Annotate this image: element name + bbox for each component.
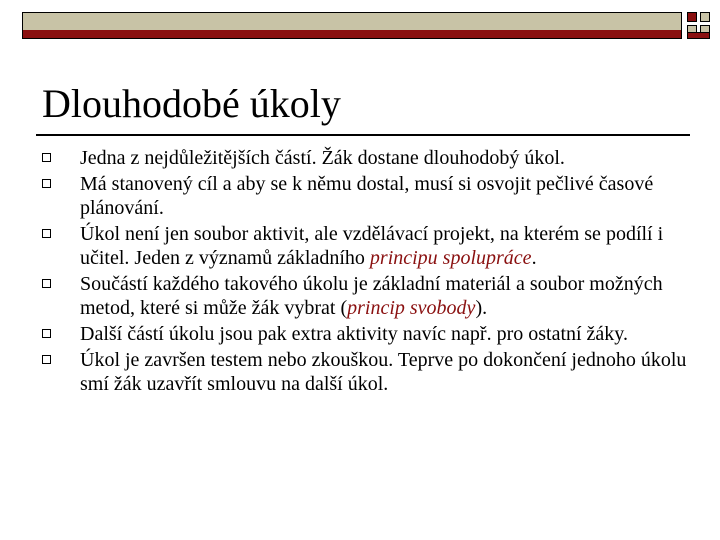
title-underline <box>36 134 690 136</box>
corner-square <box>687 12 697 22</box>
square-bullet-icon <box>42 329 51 338</box>
square-bullet-icon <box>42 355 51 364</box>
bullet-item <box>42 172 702 220</box>
emphasis-link: principu spolupráce <box>369 247 532 269</box>
bullet-item <box>42 322 702 346</box>
bullet-text: Úkol není jen soubor aktivit, ale vzdělávací projekt, na kterém se podílí i učitel. Jeden z významů základního <box>80 223 664 269</box>
square-bullet-icon <box>42 153 51 162</box>
corner-square <box>700 12 710 22</box>
emphasis-link: princip svobody <box>347 297 476 319</box>
bullet-text-tail: ). <box>475 297 488 319</box>
bullet-item <box>42 348 702 396</box>
square-bullet-icon <box>42 279 51 288</box>
bullet-text: Má stanovený cíl a aby se k němu dostal, musí si osvojit pečlivé časové plánování. <box>80 173 654 219</box>
slide-title: Dlouhodobé úkoly <box>42 81 341 126</box>
square-bullet-icon <box>42 179 51 188</box>
bullet-item <box>42 146 702 170</box>
square-bullet-icon <box>42 229 51 238</box>
bullet-item <box>42 272 702 320</box>
header-stripe <box>23 30 681 38</box>
bullet-text: Další částí úkolu jsou pak extra aktivity navíc např. pro ostatní žáky. <box>80 323 629 345</box>
bullet-text: Součástí každého takového úkolu je základní materiál a soubor možných metod, které si může žák vybrat ( <box>80 273 663 319</box>
corner-bar <box>687 32 710 39</box>
bullet-text: Úkol je završen testem nebo zkouškou. Teprve po dokončení jednoho úkolu smí žák uzavřít smlouvu na další úkol. <box>80 349 687 395</box>
bullet-list <box>42 146 702 398</box>
header-band <box>22 12 682 39</box>
bullet-item <box>42 222 702 270</box>
bullet-text-tail: . <box>531 247 537 269</box>
bullet-text: Jedna z nejdůležitějších částí. Žák dostane dlouhodobý úkol. <box>80 147 565 169</box>
